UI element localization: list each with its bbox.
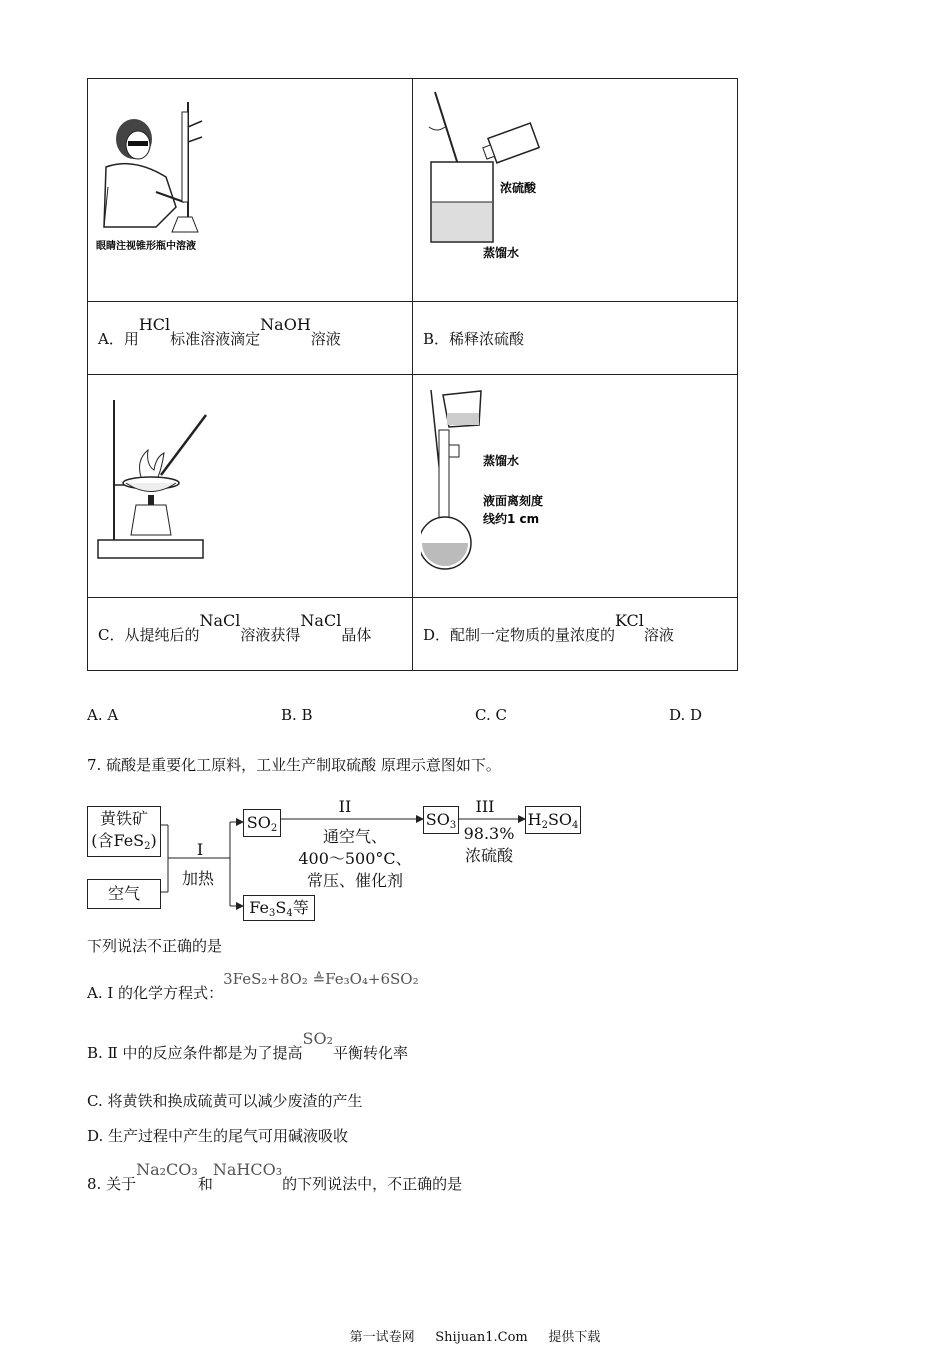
cell-a-caption <box>88 302 413 375</box>
formula-kcl: KCl <box>615 610 644 630</box>
dilution-illustration <box>423 87 573 267</box>
q7-option-b-text: B. Ⅱ 中的反应条件都是为了提高 <box>87 1044 303 1062</box>
page-footer: 第一试卷网 Shijuan1.Com 提供下载 <box>349 1330 601 1345</box>
evaporation-illustration <box>96 395 226 565</box>
formula-hcl: HCl <box>138 314 171 334</box>
cell-a-image <box>88 79 413 302</box>
q6-option-b[interactable]: B. B <box>281 706 313 724</box>
caption-d-end: 溶液 <box>643 625 674 644</box>
so3-box: $SO_3$ <box>423 806 459 834</box>
cell-c-image <box>88 375 413 598</box>
step-i-label: I <box>196 840 204 859</box>
q7-option-b-formula: SO₂ <box>302 1029 334 1048</box>
step-iii-condition-1: 98.3% <box>463 824 515 843</box>
experiment-table <box>87 78 738 671</box>
cell-b-image <box>413 79 738 302</box>
q7-option-a-equation: 3FeS₂+8O₂ ≜Fe₃O₄+6SO₂ <box>223 970 419 988</box>
q7-option-b-end: 平衡转化率 <box>333 1044 409 1062</box>
q7-stem: 7. 硫酸是重要化工原料，工业生产制取硫酸 原理示意图如下。 <box>87 756 501 774</box>
q7-option-a-text: A. I 的化学方程式： <box>87 984 224 1002</box>
formula-na2co3: Na₂CO₃ <box>136 1160 198 1179</box>
q8-stem <box>87 1160 463 1194</box>
formula-nacl-2: NaCl <box>300 610 342 630</box>
ore-label: 黄铁矿 <box>99 809 148 828</box>
step-iii-label: III <box>475 797 495 816</box>
caption-c-mid: 溶液获得 <box>240 625 301 644</box>
q6-option-d[interactable]: D. D <box>669 706 703 724</box>
fe3s4-box: $Fe_3S_4$等 <box>243 895 315 921</box>
caption-a-end: 溶液 <box>310 329 341 348</box>
image-caption-a: 眼睛注视锥形瓶中溶液 <box>96 241 196 252</box>
cell-c-caption <box>88 598 413 671</box>
formula-nahco3: NaHCO₃ <box>212 1160 283 1179</box>
image-label-water-d: 蒸馏水 <box>483 454 520 468</box>
q7-option-c[interactable]: C. 将黄铁和换成硫黄可以减少废渣的产生 <box>87 1092 363 1110</box>
caption-d-text: D．配制一定物质的量浓度的 <box>423 625 616 644</box>
q6-option-a[interactable]: A. A <box>87 706 119 724</box>
ore-formula: (含FeS$_2$) <box>91 831 157 852</box>
q8-start: 8. 关于 <box>87 1175 137 1193</box>
image-label-water-b: 蒸馏水 <box>483 246 520 260</box>
q7-option-d[interactable]: D. 生产过程中产生的尾气可用碱液吸收 <box>87 1127 349 1145</box>
caption-a-text: A．用 <box>98 329 139 348</box>
q7-question: 下列说法不正确的是 <box>87 937 223 955</box>
so2-box: $SO_2$ <box>243 809 281 837</box>
cell-b-caption: B．稀释浓硫酸 <box>413 302 738 375</box>
air-box: 空气 <box>87 879 161 909</box>
q8-end: 的下列说法中，不正确的是 <box>282 1175 463 1193</box>
ore-box <box>87 806 161 857</box>
image-label-level-2: 线约1 cm <box>483 512 540 526</box>
formula-nacl-1: NaCl <box>199 610 241 630</box>
caption-a-mid: 标准溶液滴定 <box>170 329 261 348</box>
step-i-condition: 加热 <box>181 869 214 888</box>
step-iii-condition-2: 浓硫酸 <box>464 846 513 865</box>
volumetric-flask-illustration <box>421 385 571 575</box>
q8-mid: 和 <box>197 1175 213 1193</box>
titration-illustration <box>96 97 226 257</box>
q6-option-c[interactable]: C. C <box>475 706 507 724</box>
step-ii-condition-1: 通空气、 <box>322 827 387 846</box>
image-label-level-1: 液面离刻度 <box>483 494 544 508</box>
formula-naoh: NaOH <box>260 314 311 334</box>
q7-option-b[interactable] <box>87 1029 409 1063</box>
cell-d-image <box>413 375 738 598</box>
step-ii-condition-2: 400～500°C、 <box>298 849 412 868</box>
image-label-conc-acid: 浓硫酸 <box>500 181 537 195</box>
caption-c-text: C．从提纯后的 <box>98 625 200 644</box>
step-ii-condition-3: 常压、催化剂 <box>306 871 403 890</box>
q7-option-a[interactable] <box>87 970 419 1003</box>
step-ii-label: II <box>338 797 352 816</box>
h2so4-box: $H_2SO_4$ <box>525 806 581 834</box>
caption-c-end: 晶体 <box>341 625 372 644</box>
cell-d-caption <box>413 598 738 671</box>
